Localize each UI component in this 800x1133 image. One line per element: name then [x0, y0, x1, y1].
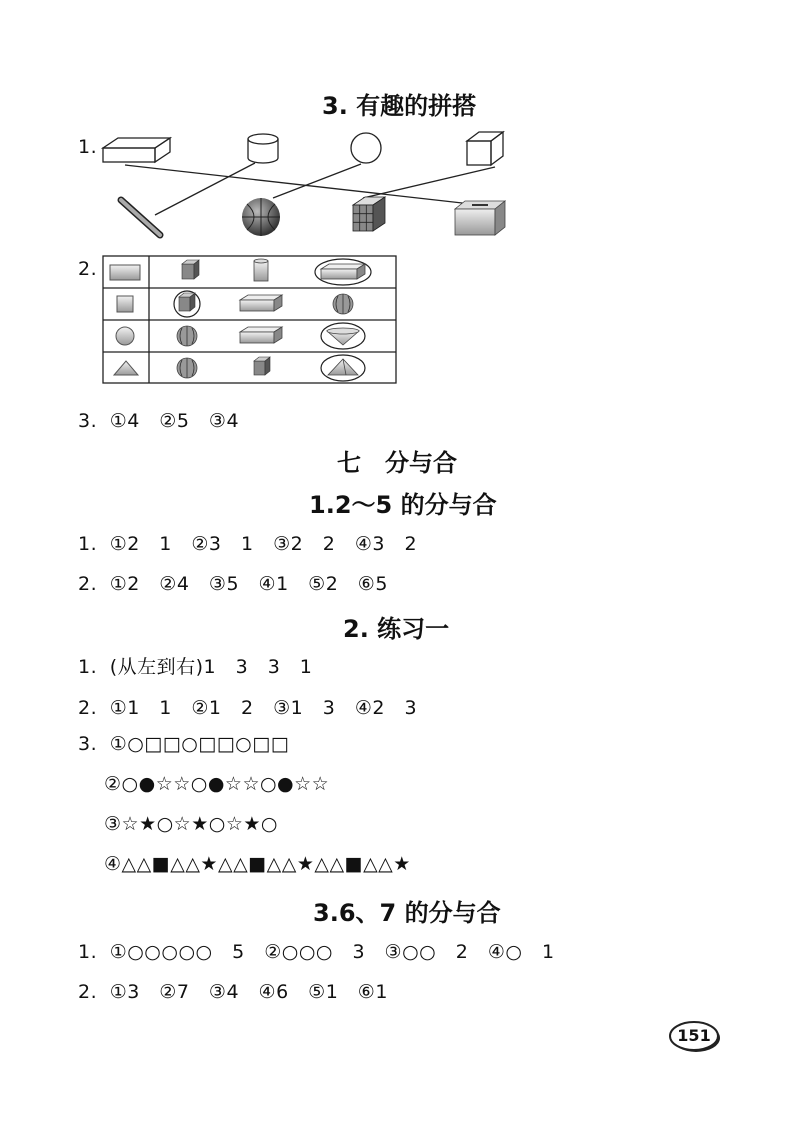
rectangle-face-icon	[110, 265, 140, 280]
answer-text: ①4 ②5 ③4	[109, 410, 240, 432]
answer-text: ①1 1 ②1 2 ③1 3 ④2 3	[109, 697, 418, 719]
rubiks-cube-icon	[179, 293, 195, 311]
circle-face-icon	[116, 327, 134, 345]
question-number: 2.	[78, 573, 98, 595]
question-number: 3.	[78, 410, 98, 432]
question-number: 1.	[78, 941, 98, 963]
sphere-shape-icon	[351, 133, 381, 163]
answer-text: ①2 1 ②3 1 ③2 2 ④3 2	[109, 533, 418, 555]
section-title-exercise-one: 2. 练习一	[343, 615, 450, 643]
answer-text: ①3 ②7 ③4 ④6 ⑤1 ⑥1	[109, 981, 388, 1003]
s4-question-2	[78, 977, 388, 1004]
pyramid-icon	[328, 359, 358, 375]
page-number: 151	[677, 1026, 711, 1045]
rubiks-cube-icon	[254, 357, 270, 375]
rubiks-cube-icon	[353, 197, 385, 231]
section-title-interesting-building: 3. 有趣的拼搭	[322, 92, 477, 120]
triangle-face-icon	[114, 361, 138, 375]
matching-lines	[125, 163, 495, 215]
can-icon	[254, 259, 268, 281]
ball-icon	[177, 326, 197, 346]
ball-icon	[333, 294, 353, 314]
tissue-box-icon	[455, 201, 505, 235]
s3-question-3-line-3: ③☆★○☆★○☆★○	[104, 813, 278, 835]
question-number: 3.	[78, 733, 98, 755]
chapter-title: 七 分与合	[337, 449, 457, 477]
answer-text: (从左到右)1 3 3 1	[109, 656, 313, 678]
cuboid-icon	[321, 264, 365, 279]
s2-question-1	[78, 529, 417, 556]
cuboid-icon	[240, 295, 282, 311]
square-face-icon	[117, 296, 133, 312]
s3-question-3-line-4: ④△△■△△★△△■△△★△△■△△★	[104, 853, 411, 875]
s4-question-1	[78, 937, 555, 964]
s3-question-2	[78, 693, 417, 720]
cube-shape-icon	[467, 132, 503, 165]
matching-figure	[95, 125, 515, 250]
question-number: 1.	[78, 533, 98, 555]
question-2-number: 2.	[78, 258, 98, 280]
section-title-split-and-combine-2-5: 1.2～5 的分与合	[309, 491, 497, 519]
s3-question-3-line-1	[78, 733, 289, 755]
s3-question-3-line-2: ②○●☆☆○●☆☆○●☆☆	[104, 773, 330, 795]
cylinder-shape-icon	[248, 134, 278, 163]
s3-question-1	[78, 652, 312, 679]
cuboid-shape-icon	[103, 138, 170, 162]
page-number-badge	[668, 1018, 722, 1054]
question-number: 1.	[78, 656, 98, 678]
shape-table	[102, 255, 400, 387]
ball-icon	[177, 358, 197, 378]
question-number: 2.	[78, 697, 98, 719]
question-number: 2.	[78, 981, 98, 1003]
pencil-icon	[121, 200, 160, 235]
basketball-icon	[242, 198, 280, 236]
s2-question-2	[78, 569, 388, 596]
answer-text: ①○□□○□□○□□	[109, 733, 290, 755]
answer-text: ①2 ②4 ③5 ④1 ⑤2 ⑥5	[109, 573, 388, 595]
cone-icon	[327, 328, 359, 345]
answer-text: ①○○○○○ 5 ②○○○ 3 ③○○ 2 ④○ 1	[109, 941, 555, 963]
section-title-split-and-combine-6-7: 3.6、7 的分与合	[313, 899, 501, 927]
rubiks-cube-icon	[182, 260, 199, 279]
s1-question-3	[78, 406, 239, 433]
question-1-number: 1.	[78, 136, 98, 158]
cuboid-icon	[240, 327, 282, 343]
